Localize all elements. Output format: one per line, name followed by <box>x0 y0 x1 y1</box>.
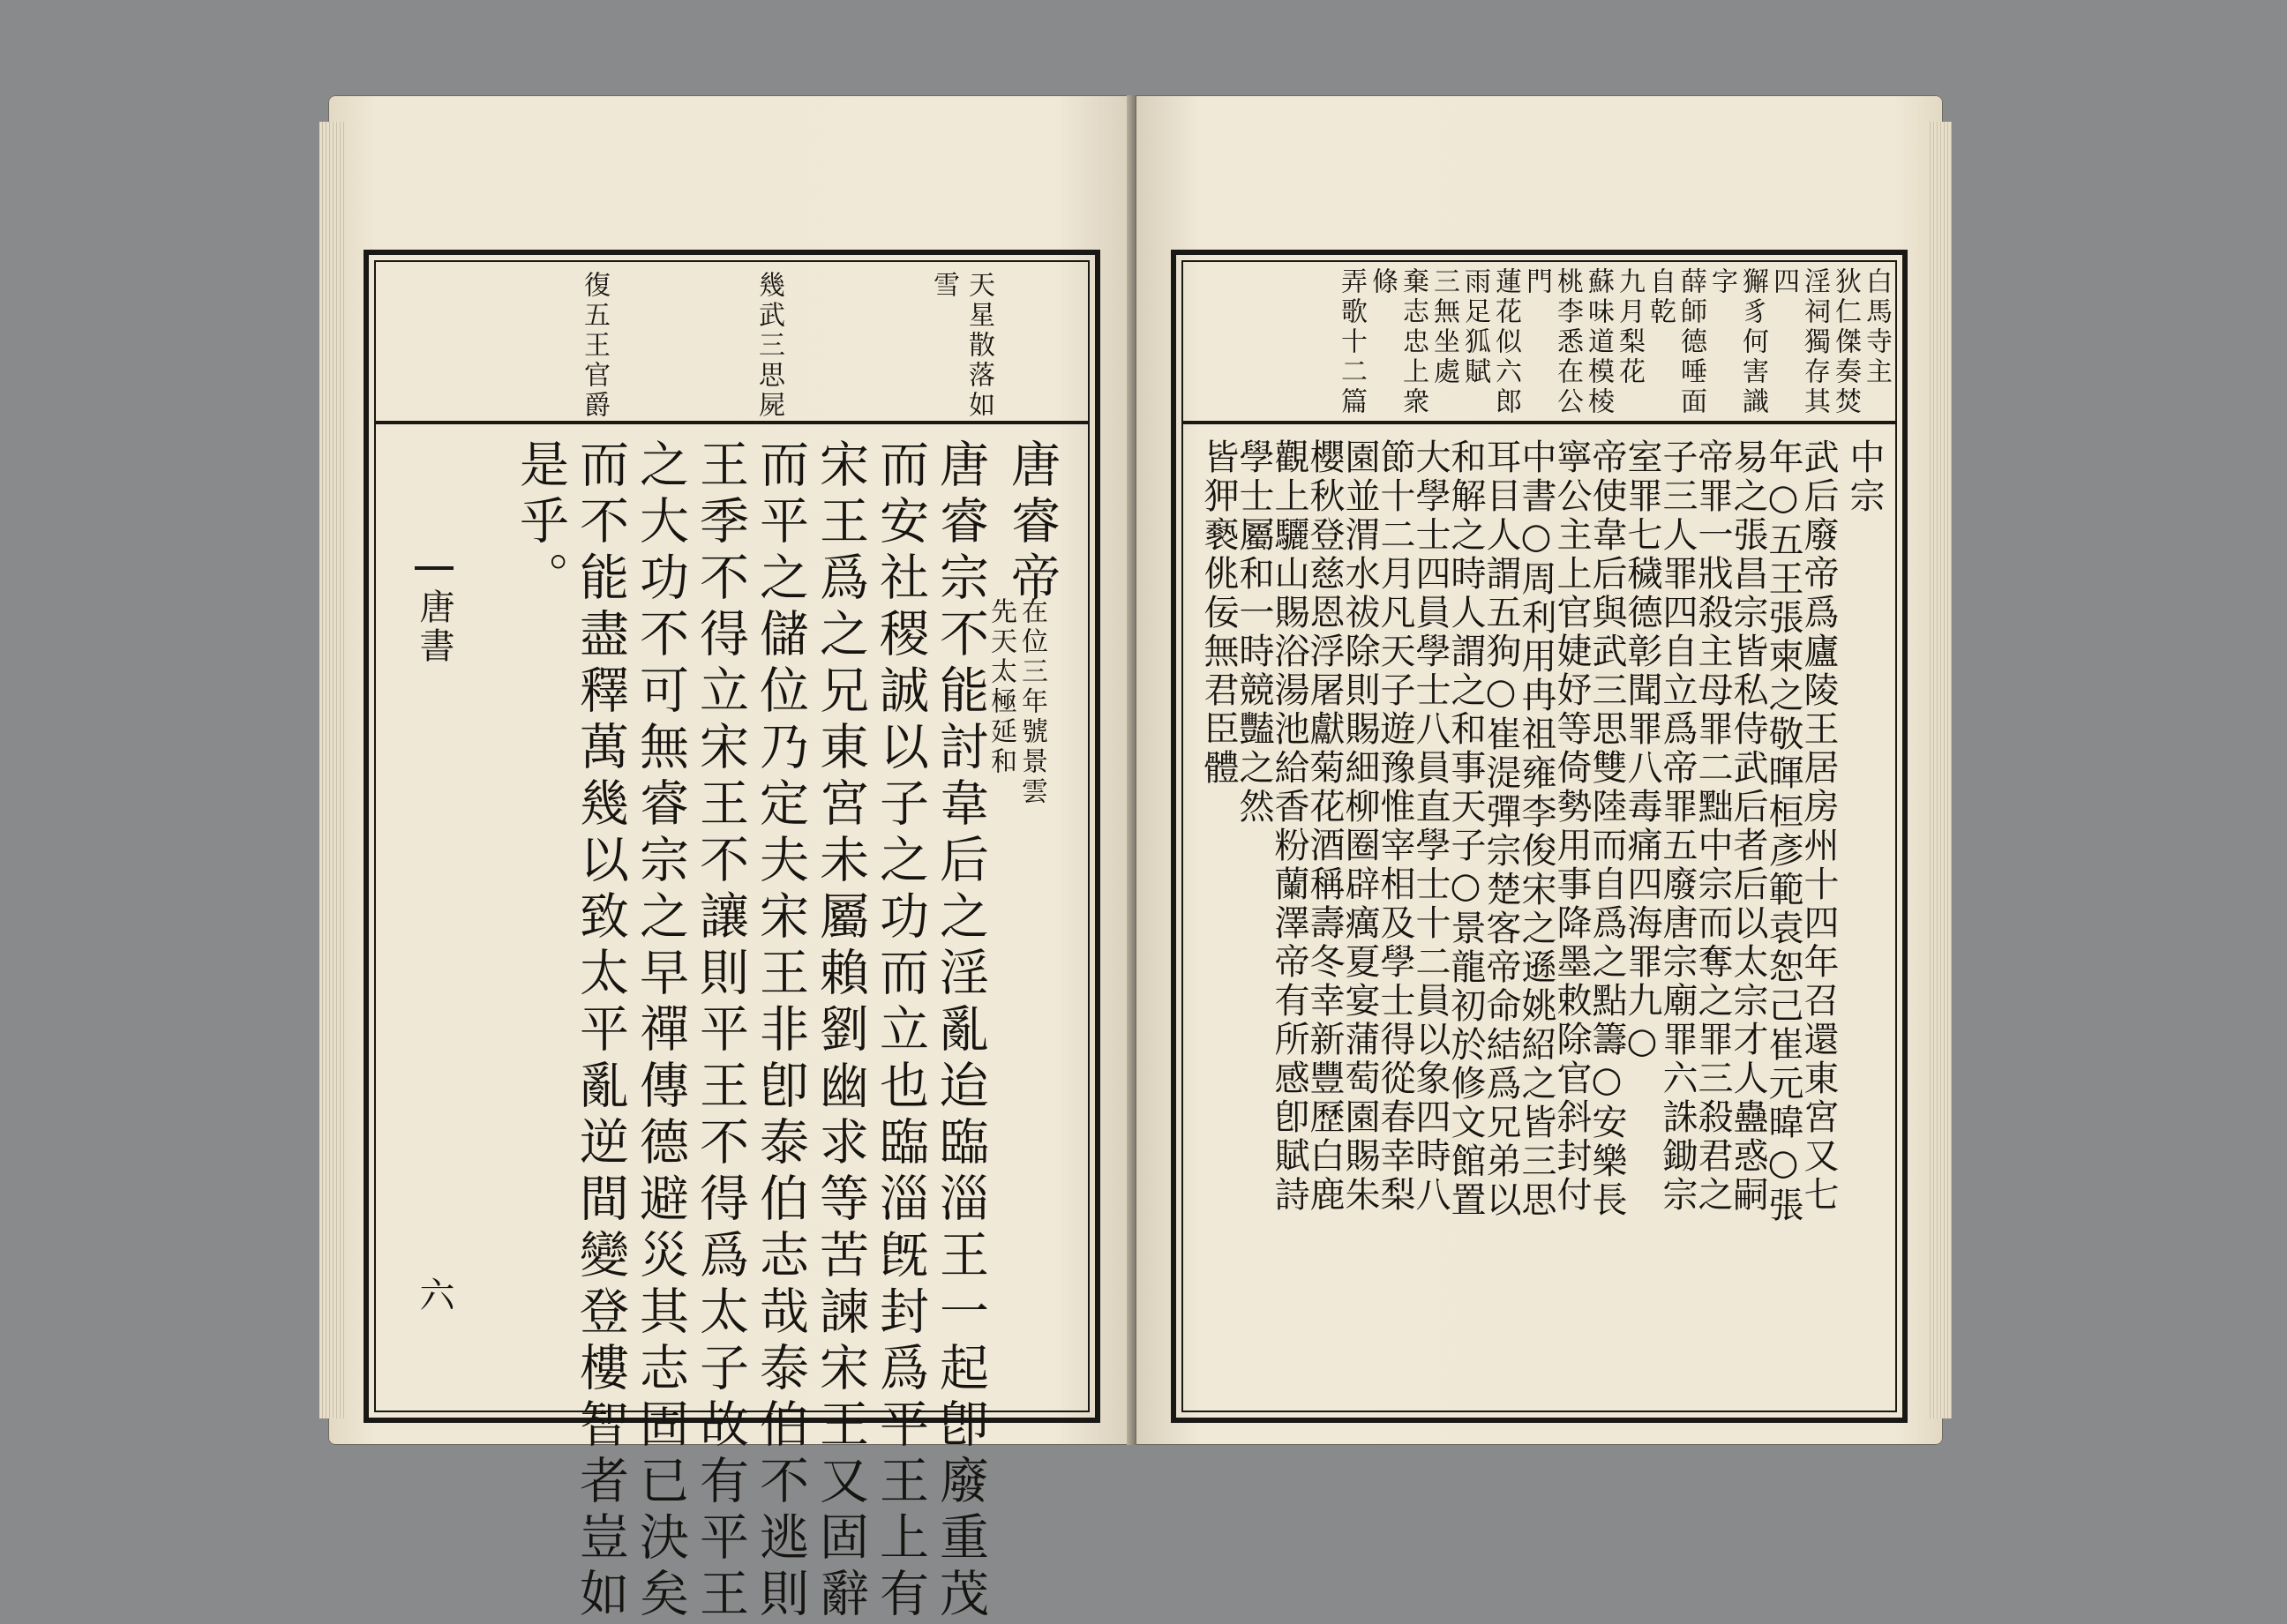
right-note: 白馬寺主 <box>1861 267 1892 387</box>
center-strip <box>411 438 457 1568</box>
heading-sub: 在位三年號景雲 <box>1016 597 1047 807</box>
left-note-band <box>376 262 1088 424</box>
page-number: 六 <box>414 1276 454 1315</box>
right-note: 字 <box>1706 267 1737 297</box>
right-note: 桃李悉在公 <box>1552 267 1583 417</box>
text-column: 帝使韋后與武三思雙陸而自爲之點籌○安樂長 <box>1586 438 1627 1220</box>
right-note: 三無坐處 <box>1428 267 1459 387</box>
text-column: 室罪七穢德彰聞罪八毒痛四海罪九○ <box>1622 438 1662 1065</box>
text-column: 武后廢帝爲廬陵王居房州十四年召還東宮又七 <box>1798 438 1839 1215</box>
text-column: 中書○周利用冉祖雍李俊宋之遜姚紹之皆三思 <box>1516 438 1556 1220</box>
right-note: 淫祠獨存其 <box>1799 267 1830 417</box>
right-note: 狄仁傑奏焚 <box>1830 267 1861 417</box>
right-page <box>1136 95 1943 1445</box>
right-text-frame <box>1171 250 1908 1423</box>
right-note: 四 <box>1768 267 1799 297</box>
right-note: 蓮花似六郎 <box>1490 267 1521 417</box>
text-column: 大學士四員學士八員直學士十二員以象四時八 <box>1410 438 1451 1215</box>
center-title: 唐書 <box>414 588 454 666</box>
left-text-frame <box>364 250 1100 1624</box>
text-column: 園並渭水祓除則賜細柳圈辟癘夏宴蒲萄園賜朱 <box>1339 438 1380 1215</box>
heading-sub: 先天太極延和 <box>986 597 1016 777</box>
left-note: 雪 <box>928 271 959 301</box>
text-column: 而平之儲位乃定夫宋王非卽泰伯志哉泰伯不逃則 <box>752 438 809 1624</box>
text-column: 櫻秋登慈恩浮屠獻菊花酒稱壽冬幸新豐歷白鹿 <box>1304 438 1345 1215</box>
section-heading: 唐睿帝 <box>1003 438 1061 608</box>
text-column: 而安社稷誠以子之功而立也臨淄旣封爲平王上有 <box>872 438 929 1624</box>
left-frame-inner <box>374 260 1090 1624</box>
right-note: 薛師德唾面 <box>1676 267 1706 417</box>
text-column: 宋王爲之兄東宮未屬賴劉幽求等苦諫宋王又固辭 <box>812 438 869 1624</box>
right-note: 獬豸何害識 <box>1737 267 1768 417</box>
text-column: 而不能盡釋萬幾以致太平亂逆間變登樓智者豈如 <box>572 438 629 1624</box>
text-column: 觀上驪山賜浴湯池給香粉蘭澤帝有所感卽賦詩 <box>1269 438 1309 1215</box>
text-column: 帝罪一戕殺主母罪二黜中宗而奪之罪三殺君之 <box>1692 438 1733 1215</box>
text-column: 皆狎褻佻佞無君臣體 <box>1198 438 1239 788</box>
right-note: 九月梨花 <box>1614 267 1645 387</box>
right-note-band <box>1183 262 1895 424</box>
strip-mark <box>415 566 454 570</box>
page-edge-left <box>319 122 344 1418</box>
text-column: 王季不得立宋王不讓則平王不得爲太子故有平王 <box>692 438 749 1624</box>
right-frame-inner <box>1181 260 1897 1412</box>
right-note: 棄志忠上衆 <box>1398 267 1428 417</box>
text-column: 學士屬和一時競豔之然 <box>1233 438 1274 827</box>
text-column: 之大功不可無睿宗之早禪傳德避災其志固已決矣 <box>632 438 689 1624</box>
right-note: 條 <box>1367 267 1398 297</box>
right-note: 自乾 <box>1645 267 1676 327</box>
open-book <box>328 95 1943 1624</box>
text-column: 子三人罪四自立爲帝罪五廢唐宗廟罪六誅鋤宗 <box>1657 438 1698 1215</box>
left-note: 天星散落如 <box>964 271 994 421</box>
right-note: 雨足狐賦 <box>1459 267 1490 387</box>
right-center-title: 中宗 <box>1844 438 1885 516</box>
text-column: 節十二月凡天子遊豫惟宰相及學士得從春幸梨 <box>1375 438 1415 1215</box>
page-edge-right <box>1927 122 1952 1418</box>
text-column: 寧公主上官婕妤等倚勢用事降墨敕除官斜封付 <box>1551 438 1592 1215</box>
left-note: 幾武三思屍 <box>754 271 784 421</box>
left-page <box>328 95 1136 1624</box>
right-note: 門 <box>1521 267 1552 297</box>
text-column: 唐睿宗不能討韋后之淫亂迨臨淄王一起卽廢重茂 <box>932 438 989 1624</box>
text-column: 耳目人謂五狗○崔湜彈宗楚客帝命結爲兄弟以 <box>1481 438 1521 1220</box>
right-note: 弄歌十二篇 <box>1336 267 1367 417</box>
text-column: 是乎。 <box>512 438 569 608</box>
right-note: 蘇味道模棱 <box>1583 267 1614 417</box>
text-column: 年○五王張柬之敬暉桓彥範袁恕己崔元暐○張 <box>1763 438 1803 1225</box>
text-column: 易之張昌宗皆私侍武后者后以太宗才人蠱惑嗣 <box>1728 438 1768 1215</box>
left-note: 復五王官爵 <box>579 271 610 421</box>
text-column: 和解之時人謂之和事天子○景龍初於修文館置 <box>1445 438 1486 1220</box>
